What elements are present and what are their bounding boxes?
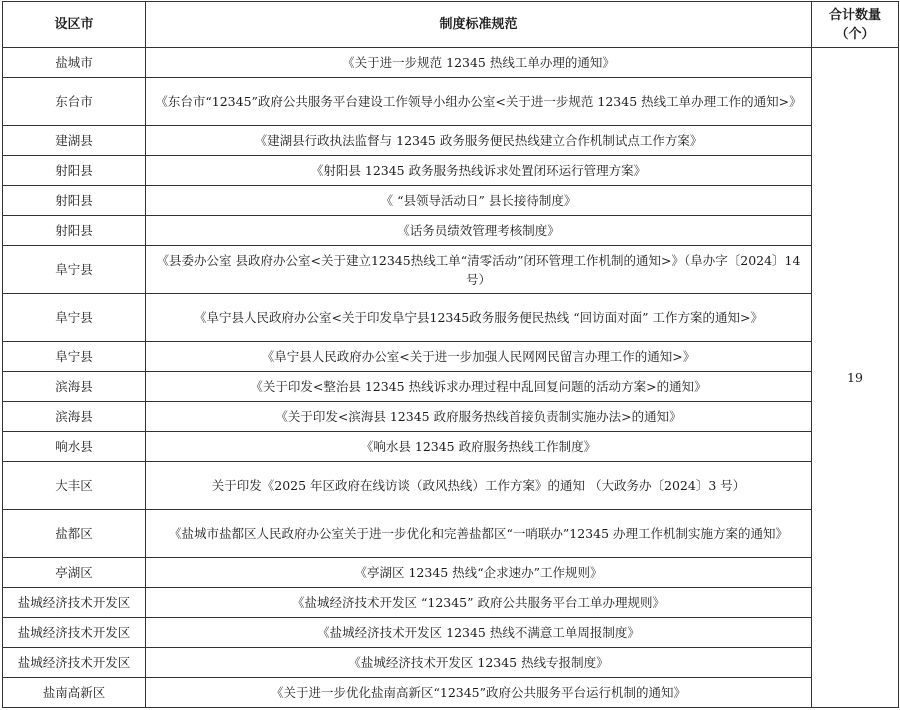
city-cell: 盐城经济技术开发区 xyxy=(3,647,146,677)
rule-cell: 《关于印发<滨海县 12345 政府服务热线首接负责制实施办法>的通知》 xyxy=(146,401,812,431)
table-row xyxy=(3,341,899,371)
city-cell: 盐城经济技术开发区 xyxy=(3,587,146,617)
city-cell: 盐都区 xyxy=(3,509,146,557)
city-cell: 阜宁县 xyxy=(3,293,146,341)
rule-cell: 《县委办公室 县政府办公室<关于建立12345热线工单“清零活动”闭环管理工作机制的通知>》（阜办字〔2024〕14号） xyxy=(146,246,812,294)
rule-cell: 《盐城经济技术开发区 “12345” 政府公共服务平台工单办理规则》 xyxy=(146,587,812,617)
policy-table xyxy=(2,1,899,708)
city-cell: 东台市 xyxy=(3,78,146,126)
city-cell: 盐城市 xyxy=(3,48,146,78)
table-row xyxy=(3,246,899,294)
rule-cell: 《关于印发<整治县 12345 热线诉求办理过程中乱回复问题的活动方案>的通知》 xyxy=(146,371,812,401)
rule-cell: 《盐城市盐都区人民政府办公室关于进一步优化和完善盐都区“一哨联办”12345 办理工作机制实施方案的通知》 xyxy=(146,509,812,557)
rule-cell: 《建湖县行政执法监督与 12345 政务服务便民热线建立合作机制试点工作方案》 xyxy=(146,125,812,155)
table-row xyxy=(3,431,899,461)
city-cell: 响水县 xyxy=(3,431,146,461)
table-row xyxy=(3,216,899,246)
city-cell: 盐城经济技术开发区 xyxy=(3,617,146,647)
rule-cell: 《射阳县 12345 政务服务热线诉求处置闭环运行管理方案》 xyxy=(146,155,812,185)
rule-cell: 《盐城经济技术开发区 12345 热线不满意工单周报制度》 xyxy=(146,617,812,647)
city-cell: 滨海县 xyxy=(3,401,146,431)
table-row xyxy=(3,557,899,587)
rule-cell: 《关于进一步规范 12345 热线工单办理的通知》 xyxy=(146,48,812,78)
rule-cell: 《东台市“12345”政府公共服务平台建设工作领导小组办公室<关于进一步规范 12345 热线工单办理工作的通知>》 xyxy=(146,78,812,126)
city-cell: 大丰区 xyxy=(3,462,146,510)
city-cell: 建湖县 xyxy=(3,125,146,155)
rule-cell: 《话务员绩效管理考核制度》 xyxy=(146,216,812,246)
rule-cell: 《关于进一步优化盐南高新区“12345”政府公共服务平台运行机制的通知》 xyxy=(146,677,812,707)
table-row xyxy=(3,647,899,677)
city-cell: 滨海县 xyxy=(3,371,146,401)
city-cell: 射阳县 xyxy=(3,186,146,216)
city-cell: 盐南高新区 xyxy=(3,677,146,707)
city-cell: 阜宁县 xyxy=(3,246,146,294)
table-row xyxy=(3,371,899,401)
header-city: 设区市 xyxy=(3,2,146,48)
city-cell: 射阳县 xyxy=(3,155,146,185)
city-cell: 射阳县 xyxy=(3,216,146,246)
rule-cell: 《响水县 12345 政府服务热线工作制度》 xyxy=(146,431,812,461)
rule-cell: 《 “县领导活动日” 县长接待制度》 xyxy=(146,186,812,216)
table-row xyxy=(3,186,899,216)
header-total: 合计数量（个） xyxy=(812,2,899,48)
city-cell: 阜宁县 xyxy=(3,341,146,371)
rule-cell: 《盐城经济技术开发区 12345 热线专报制度》 xyxy=(146,647,812,677)
header-row xyxy=(3,2,899,48)
rule-cell: 《阜宁县人民政府办公室<关于进一步加强人民网网民留言办理工作的通知>》 xyxy=(146,341,812,371)
city-cell: 亭湖区 xyxy=(3,557,146,587)
rule-cell: 关于印发《2025 年区政府在线访谈（政风热线）工作方案》的通知 （大政务办〔2024〕3 号） xyxy=(146,462,812,510)
table-row xyxy=(3,48,899,78)
table-row xyxy=(3,293,899,341)
table-row xyxy=(3,587,899,617)
table-row xyxy=(3,617,899,647)
rule-cell: 《阜宁县人民政府办公室<关于印发阜宁县12345政务服务便民热线 “回访面对面” 工作方案的通知>》 xyxy=(146,293,812,341)
table-row xyxy=(3,677,899,707)
table-row xyxy=(3,401,899,431)
table-row xyxy=(3,78,899,126)
total-cell: 19 xyxy=(812,48,899,708)
header-rule: 制度标准规范 xyxy=(146,2,812,48)
table-row xyxy=(3,509,899,557)
table-row xyxy=(3,155,899,185)
table-row xyxy=(3,125,899,155)
rule-cell: 《亭湖区 12345 热线“企求速办”工作规则》 xyxy=(146,557,812,587)
table-row xyxy=(3,462,899,510)
